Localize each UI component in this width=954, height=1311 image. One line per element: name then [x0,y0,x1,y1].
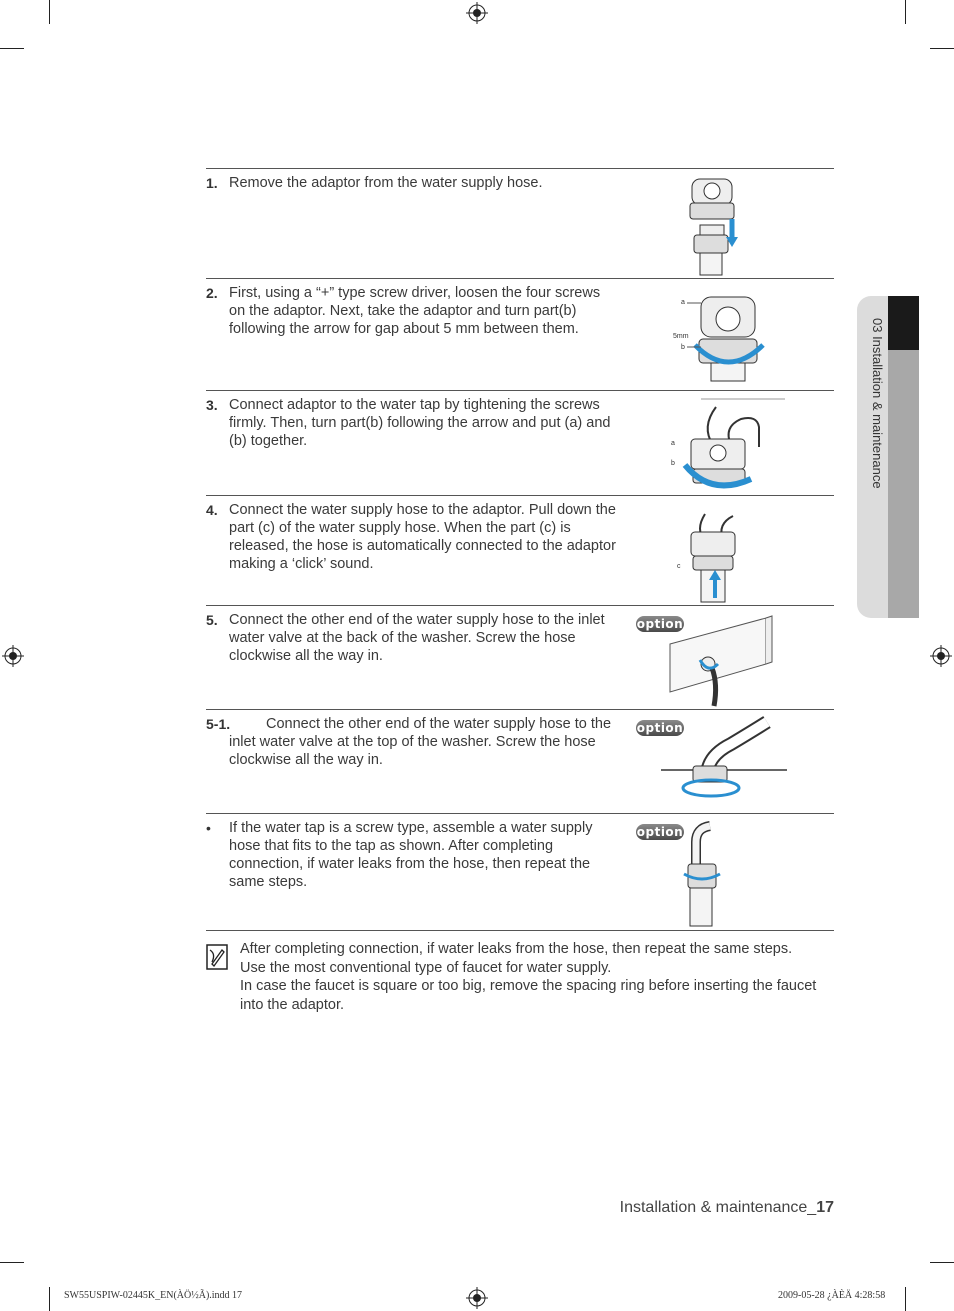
bullet: • [206,820,211,836]
callout-label: b [671,460,675,467]
crop-mark [49,0,50,24]
crop-mark [0,1262,24,1263]
step-row [206,495,834,606]
crop-mark [930,1262,954,1263]
option-badge: option [636,617,684,631]
chapter-tab-label: 03 Installation & maintenance [870,318,885,489]
callout-label: b [681,344,685,351]
note-text [240,940,834,1014]
step-text: If the water tap is a screw type, assemble a water supply hose that fits to the tap as shown. After completing connection, if water leaks from the hose, then repeat the same steps. [229,820,593,890]
step-number: 5. [206,612,218,628]
crop-mark [0,48,24,49]
crop-mark [49,1287,50,1311]
chapter-tab-marker [888,296,919,350]
step-row [206,813,834,930]
step-row [206,605,834,710]
step-text: First, using a “+” type screw driver, loosen the four screws on the adaptor. Next, take the adaptor and turn part(b) following the arrow for gap about 5 mm between them. [229,285,601,337]
step-number: 1. [206,175,218,191]
step-row [206,278,834,391]
step-text: Connect adaptor to the water tap by tightening the screws firmly. Then, turn part(b) following the arrow and put (a) and (b) together. [229,397,611,449]
slug-timestamp: 2009-05-28 ¿ÀÈÄ 4:28:58 [778,1290,886,1301]
adaptor-illustration-icon [684,175,744,277]
hose-click-illustration-icon [671,500,761,604]
note-line: In case the faucet is square or too big, remove the spacing ring before inserting the faucet into the adaptor. [240,978,817,1013]
tap-adaptor-illustration-icon [661,397,786,495]
adaptor-gap-illustration-icon [671,289,781,389]
back-inlet-valve-illustration-icon [666,614,786,708]
step-text: Connect the other end of the water supply hose to the inlet water valve at the top of the washer. Screw the hose clockwise all the way in. [229,716,612,768]
step-row [206,709,834,814]
crop-mark [930,48,954,49]
step-number: 5-1. [206,716,231,732]
step-number: 3. [206,397,218,413]
chapter-tab-bar [888,350,919,618]
step-number: 2. [206,285,218,301]
crop-mark [905,1287,906,1311]
registration-mark-icon [930,645,952,667]
step-text: Remove the adaptor from the water supply hose. [229,175,543,191]
option-badge: option [636,721,684,735]
crop-mark [905,0,906,24]
option-badge: option [636,825,684,839]
callout-label: 5mm [673,333,689,340]
top-inlet-valve-illustration-icon [661,716,791,810]
page-number: 17 [816,1199,834,1216]
callout-label: a [671,440,675,447]
note-pencil-icon [206,944,228,970]
slug-filename: SW55USPIW-02445K_EN(ÀÖ½Ã).indd 17 [64,1290,243,1301]
step-row [206,390,834,496]
callout-label: a [681,299,685,306]
step-text: Connect the other end of the water supply hose to the inlet water valve at the back of the washer. Screw the hose clockwise all the way in. [229,612,605,664]
page-footer [620,1199,834,1217]
note-line: Use the most conventional type of faucet for water supply. [240,959,612,976]
registration-mark-icon [466,1287,488,1309]
registration-mark-icon [2,645,24,667]
callout-label: c [677,563,681,570]
screw-tap-illustration-icon [676,818,746,928]
step-number: 4. [206,502,218,518]
note-line: After completing connection, if water leaks from the hose, then repeat the same steps. [240,941,793,957]
footer-section: Installation & maintenance_ [619,1199,817,1216]
registration-mark-icon [466,2,488,24]
step-row [206,168,834,279]
step-text: Connect the water supply hose to the adaptor. Pull down the part (c) of the water supply hose. When the part (c) is released, the hose is automatically connected to the adaptor making a ‘click’ sound. [229,502,616,572]
